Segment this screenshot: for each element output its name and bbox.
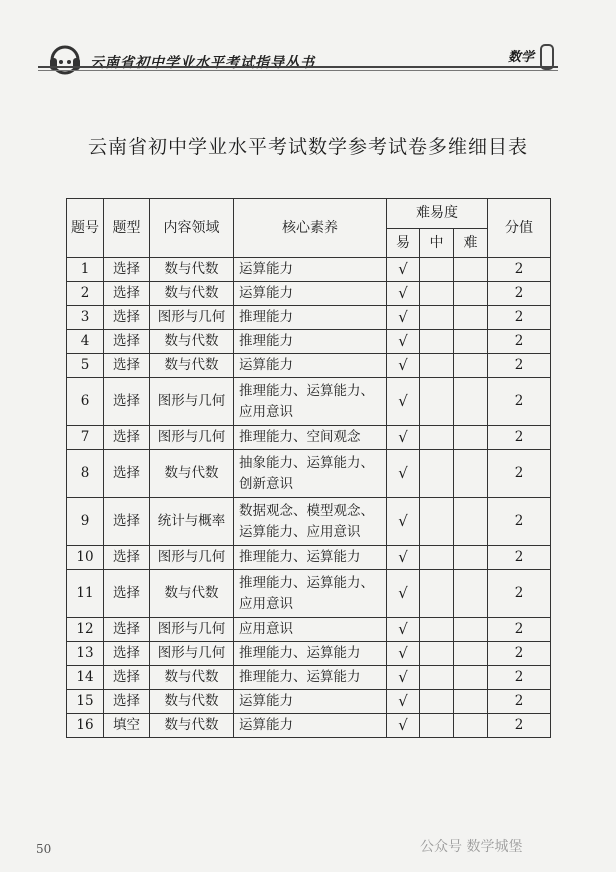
cell-hard [454,618,488,642]
cell-hard [454,282,488,306]
cell-core [234,570,387,618]
core-line: 推理能力、运算能力 [239,645,361,661]
cell-type: 选择 [104,690,150,714]
table-row [67,282,551,306]
cell-type: 选择 [104,426,150,450]
cell-domain: 数与代数 [150,570,234,618]
cell-num: 1 [67,258,104,282]
cell-num: 12 [67,618,104,642]
core-line: 数据观念、模型观念、 [239,502,374,519]
core-line: 推理能力、运算能力 [239,669,361,685]
cell-hard [454,378,488,426]
table-row [67,258,551,282]
cell-domain: 数与代数 [150,714,234,738]
cell-hard [454,570,488,618]
table-row [67,306,551,330]
cell-domain: 数与代数 [150,666,234,690]
cell-domain: 图形与几何 [150,642,234,666]
cell-medium [420,498,454,546]
core-line: 抽象能力、运算能力、 [239,454,374,471]
cell-num: 4 [67,330,104,354]
cell-easy: √ [387,546,420,570]
table-row [67,666,551,690]
cell-easy: √ [387,498,420,546]
cell-easy: √ [387,378,420,426]
page-title: 云南省初中学业水平考试数学参考试卷多维细目表 [87,136,528,158]
cell-score: 2 [488,378,551,426]
cell-domain: 数与代数 [150,690,234,714]
cell-medium [420,306,454,330]
cell-num: 13 [67,642,104,666]
cell-num: 6 [67,378,104,426]
specification-table [66,198,551,738]
header-rule [38,66,558,68]
cell-domain: 数与代数 [150,354,234,378]
cell-type: 选择 [104,378,150,426]
cell-hard [454,498,488,546]
cell-score: 2 [488,426,551,450]
cell-core [234,498,387,546]
table-row [67,546,551,570]
cell-type: 选择 [104,258,150,282]
header-type: 题型 [104,199,150,258]
cell-easy: √ [387,354,420,378]
cell-medium [420,354,454,378]
cell-domain: 统计与概率 [150,498,234,546]
cell-easy: √ [387,306,420,330]
cell-type: 选择 [104,282,150,306]
cell-core [234,306,387,330]
cell-num: 11 [67,570,104,618]
table-row [67,570,551,618]
subject-label: 数学 [508,50,535,65]
cell-score: 2 [488,714,551,738]
cell-hard [454,258,488,282]
cell-medium [420,570,454,618]
cell-core [234,618,387,642]
table-row [67,690,551,714]
series-title: 云南省初中学业水平考试指导丛书 [90,55,315,71]
cell-score: 2 [488,258,551,282]
cell-easy: √ [387,330,420,354]
cell-score: 2 [488,666,551,690]
cell-score: 2 [488,330,551,354]
cell-num: 16 [67,714,104,738]
cell-medium [420,450,454,498]
cell-hard [454,354,488,378]
table-row [67,378,551,426]
cell-core [234,330,387,354]
cell-medium [420,546,454,570]
cell-core [234,450,387,498]
cell-num: 15 [67,690,104,714]
cell-easy: √ [387,666,420,690]
cell-domain: 图形与几何 [150,306,234,330]
cell-num: 14 [67,666,104,690]
cell-domain: 图形与几何 [150,378,234,426]
core-line: 运算能力 [239,261,293,277]
cell-hard [454,426,488,450]
cell-num: 7 [67,426,104,450]
cell-score: 2 [488,354,551,378]
cell-hard [454,450,488,498]
header-score: 分值 [488,199,551,258]
table-row [67,450,551,498]
cell-easy: √ [387,690,420,714]
table-row [67,330,551,354]
cell-core [234,666,387,690]
cell-core [234,354,387,378]
cell-hard [454,690,488,714]
cell-hard [454,306,488,330]
header-rule-thin [38,70,558,71]
cell-easy: √ [387,450,420,498]
header-medium: 中 [420,229,454,258]
cell-score: 2 [488,498,551,546]
cell-score: 2 [488,690,551,714]
cell-hard [454,666,488,690]
core-line: 推理能力、运算能力 [239,549,361,565]
cell-domain: 数与代数 [150,258,234,282]
cell-type: 选择 [104,666,150,690]
core-line: 应用意识 [239,595,293,612]
cell-type: 选择 [104,330,150,354]
watermark: 公众号 数学城堡 [420,839,523,855]
page-number: 50 [36,842,52,856]
table-row [67,498,551,546]
cell-domain: 图形与几何 [150,546,234,570]
table-row [67,714,551,738]
core-line: 应用意识 [239,403,293,420]
cell-score: 2 [488,282,551,306]
header-difficulty: 难易度 [387,199,488,229]
cell-medium [420,378,454,426]
cell-score: 2 [488,618,551,642]
cell-medium [420,282,454,306]
cell-core [234,378,387,426]
table-row [67,426,551,450]
header-easy: 易 [387,229,420,258]
cell-core [234,714,387,738]
cell-num: 9 [67,498,104,546]
cell-type: 选择 [104,498,150,546]
cell-num: 3 [67,306,104,330]
cell-easy: √ [387,426,420,450]
core-line: 推理能力、运算能力、 [239,574,374,591]
cell-score: 2 [488,450,551,498]
cell-hard [454,330,488,354]
header-hard: 难 [454,229,488,258]
core-line: 运算能力 [239,285,293,301]
core-line: 推理能力、运算能力、 [239,382,374,399]
cell-domain: 图形与几何 [150,618,234,642]
cell-medium [420,330,454,354]
table-body [67,258,551,738]
core-line: 推理能力、空间观念 [239,429,361,445]
cell-type: 选择 [104,354,150,378]
cell-easy: √ [387,570,420,618]
cell-core [234,690,387,714]
cell-medium [420,426,454,450]
cell-easy: √ [387,714,420,738]
cell-type: 选择 [104,618,150,642]
header-domain: 内容领域 [150,199,234,258]
table-row [67,642,551,666]
core-line: 运算能力 [239,357,293,373]
header-core: 核心素养 [234,199,387,258]
table-row [67,354,551,378]
cell-num: 10 [67,546,104,570]
core-line: 应用意识 [239,621,293,637]
core-line: 创新意识 [239,475,293,492]
cell-domain: 数与代数 [150,450,234,498]
cell-core [234,258,387,282]
cell-medium [420,714,454,738]
cell-type: 选择 [104,642,150,666]
cell-score: 2 [488,306,551,330]
cell-type: 填空 [104,714,150,738]
cell-domain: 数与代数 [150,282,234,306]
core-line: 运算能力 [239,693,293,709]
cell-type: 选择 [104,450,150,498]
cell-num: 5 [67,354,104,378]
cell-score: 2 [488,642,551,666]
cell-medium [420,642,454,666]
cell-core [234,426,387,450]
cell-easy: √ [387,642,420,666]
cell-type: 选择 [104,546,150,570]
cell-medium [420,666,454,690]
cell-domain: 图形与几何 [150,426,234,450]
cell-core [234,282,387,306]
core-line: 运算能力 [239,717,293,733]
table-row [67,618,551,642]
cell-easy: √ [387,282,420,306]
cell-hard [454,546,488,570]
cell-easy: √ [387,618,420,642]
cell-score: 2 [488,570,551,618]
cell-score: 2 [488,546,551,570]
cell-core [234,546,387,570]
core-line: 运算能力、应用意识 [239,523,361,540]
cell-hard [454,714,488,738]
core-line: 推理能力 [239,309,293,325]
cell-domain: 数与代数 [150,330,234,354]
cell-medium [420,690,454,714]
cell-type: 选择 [104,306,150,330]
cell-medium [420,618,454,642]
core-line: 推理能力 [239,333,293,349]
cell-medium [420,258,454,282]
cell-type: 选择 [104,570,150,618]
cell-num: 8 [67,450,104,498]
cell-core [234,642,387,666]
header-num: 题号 [67,199,104,258]
cell-easy: √ [387,258,420,282]
cell-hard [454,642,488,666]
cell-num: 2 [67,282,104,306]
